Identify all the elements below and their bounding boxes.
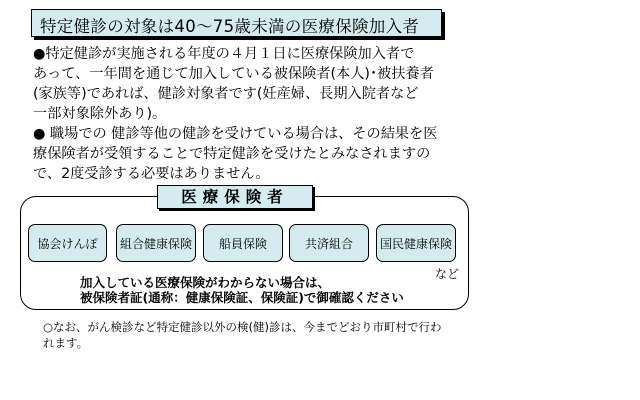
insurer-chip-kokuho: 国民健康保険 — [376, 224, 456, 262]
note-line: 加入している医療保険がわからない場合は、 — [80, 275, 331, 290]
paragraph-line: 一部対象除外あり)。 — [33, 106, 167, 122]
paragraph-line: (家族等)であれば、健診対象者です(妊産婦、長期入院者など — [33, 86, 419, 102]
workplace-checkup-paragraph — [33, 124, 437, 184]
eligibility-paragraph — [33, 44, 434, 124]
etc-label: など — [435, 267, 460, 281]
paragraph-line: 療保険者が受領することで特定健診を受けたとみなされますの — [33, 146, 431, 162]
footer-note — [43, 319, 442, 351]
paragraph-line: あって、一年間を通じて加入している被保険者(本人)･被扶養者 — [33, 66, 434, 82]
insurer-heading: 医療保険者 — [181, 188, 289, 206]
insurer-chip-kyosai: 共済組合 — [289, 224, 369, 262]
insurer-heading-banner — [157, 185, 313, 209]
page-title: 特定健診の対象は40～75歳未満の医療保険加入者 — [40, 17, 420, 36]
insurer-chip-kumiai: 組合健康保険 — [116, 224, 196, 262]
title-banner — [31, 9, 442, 37]
paragraph-line: ● 職場での 健診等他の健診を受けている場合は、その結果を医 — [33, 126, 438, 142]
footer-line: れます。 — [43, 336, 89, 350]
note-line: 被保険者証(通称：健康保険証、保険証)で御確認ください — [80, 290, 404, 305]
paragraph-line: で、2度受診する必要はありません。 — [33, 166, 270, 182]
footer-line: ○なお、がん検診など特定健診以外の検(健)診は、今までどおり市町村で行わ — [43, 320, 442, 334]
insurer-chip-senin: 船員保険 — [203, 224, 283, 262]
paragraph-line: ●特定健診が実施される年度の４月１日に医療保険加入者で — [33, 46, 415, 62]
insurer-chip-kyokai: 協会けんぽ — [28, 224, 107, 262]
insurer-unknown-note — [80, 275, 404, 305]
